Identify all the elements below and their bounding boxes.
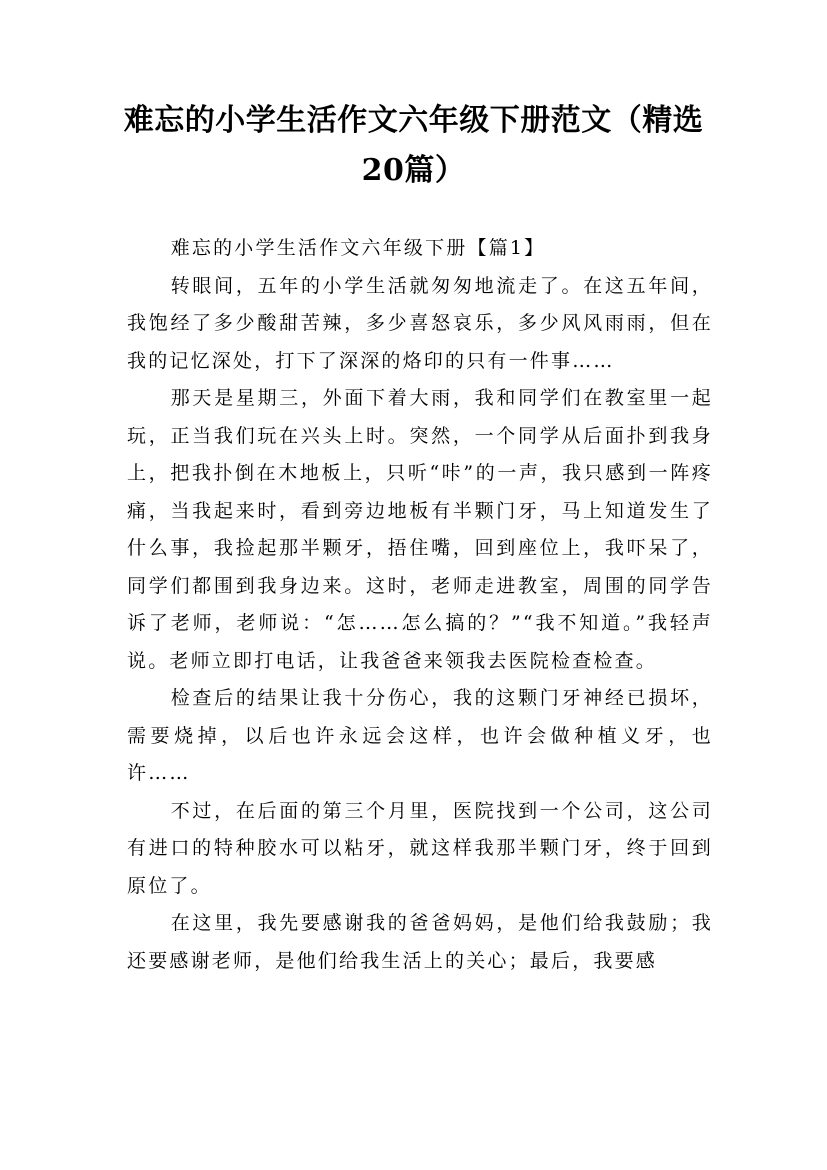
document-body — [127, 230, 713, 980]
paragraph: 检查后的结果让我十分伤心，我的这颗门牙神经已损坏，需要烧掉，以后也许永远会这样，也许会做种植义牙，也许…… — [127, 687, 713, 784]
paragraph: 不过，在后面的第三个月里，医院找到一个公司，这公司有进口的特种胶水可以粘牙，就这样我那半颗门牙，终于回到原位了。 — [127, 799, 713, 897]
paragraph: 转眼间，五年的小学生活就匆匆地流走了。在这五年间，我饱经了多少酸甜苦辣，多少喜怒哀乐，多少风风雨雨，但在我的记忆深处，打下了深深的烙印的只有一件事…… — [127, 274, 713, 372]
paragraph: 在这里，我先要感谢我的爸爸妈妈，是他们给我鼓励；我还要感谢老师，是他们给我生活上的关心；最后，我要感 — [127, 912, 713, 972]
document-title: 难忘的小学生活作文六年级下册范文（精选20篇） — [123, 103, 704, 188]
section-heading: 难忘的小学生活作文六年级下册【篇1】 — [170, 237, 546, 259]
paragraph: 那天是星期三，外面下着大雨，我和同学们在教室里一起玩，正当我们玩在兴头上时。突然，一个同学从后面扑到我身上，把我扑倒在木地板上，只听“咔”的一声，我只感到一阵疼痛，当我起来时，看到旁边地板有半颗门牙，马上知道发生了什么事，我捡起那半颗牙，捂住嘴，回到座位上，我吓呆了，同学们都围到我身边来。这时，老师走进教室，周围的同学告诉了老师，老师说：“怎……怎么搞的？”“我不知道。”我轻声说。老师立即打电话，让我爸爸来领我去医院检查检查。 — [127, 387, 713, 672]
